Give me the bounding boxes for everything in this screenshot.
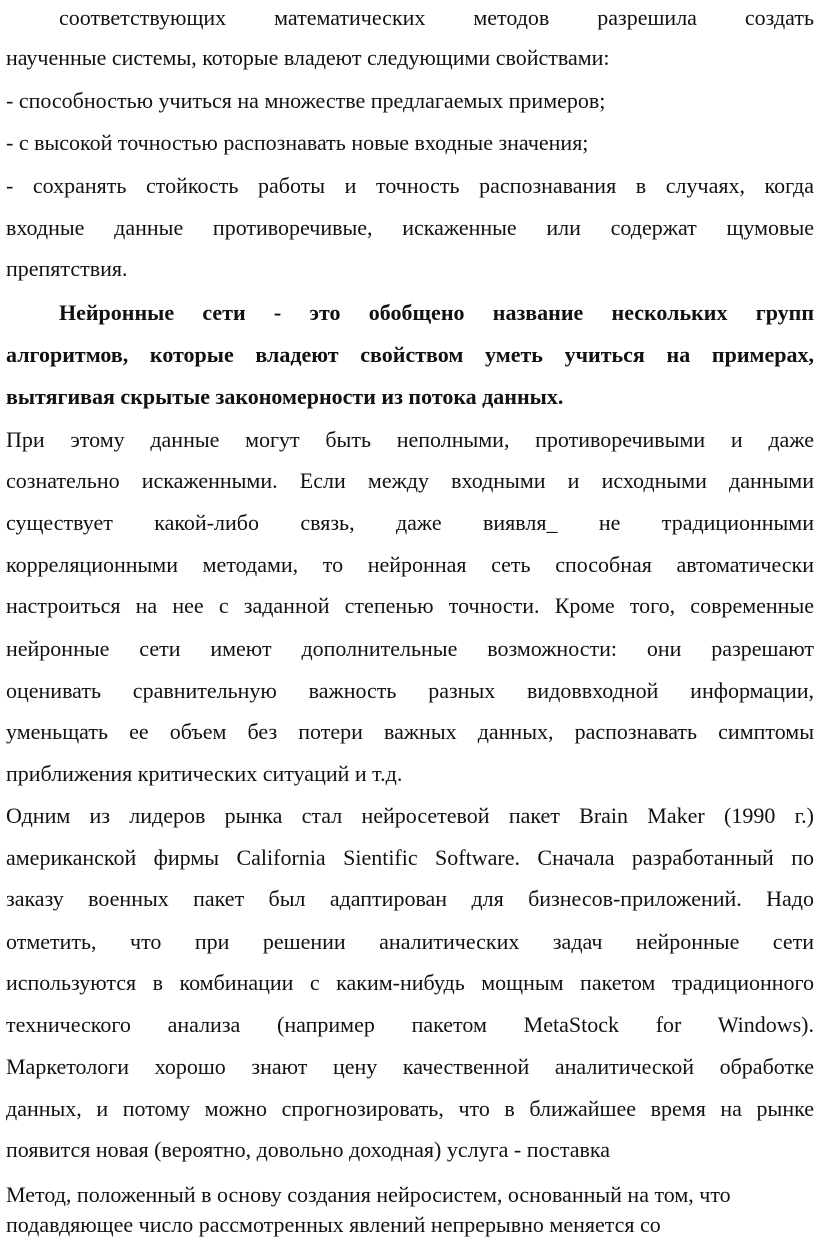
text-line: Маркетологи хорошо знают цену качественной аналитической обработке: [6, 1054, 814, 1079]
list-item-continuation: препятствия.: [6, 256, 128, 281]
list-item-continuation: входные данные противоречивые, искаженные или содержат щумовые: [6, 215, 814, 240]
text-line: данных, и потому можно спрогнозировать, что в ближайшее время на рынке: [6, 1096, 814, 1121]
text-line: отметить, что при решении аналитических задач нейронные сети: [6, 929, 814, 954]
definition-line: алгоритмов, которые владеют свойством уметь учиться на примерах,: [6, 342, 814, 367]
text-line: Одним из лидеров рынка стал нейросетевой пакет Brain Maker (1990 г.): [6, 803, 814, 828]
text-line: существует какой-либо связь, даже виявля_ не традиционными: [6, 510, 814, 535]
definition-line: Нейронные сети - это обобщено название нескольких групп: [59, 300, 814, 325]
text-line: сознательно искаженными. Если между входными и исходными данными: [6, 468, 814, 493]
text-line: используются в комбинации с каким-нибудь мощным пакетом традиционного: [6, 970, 814, 995]
text-line: появится новая (вероятно, довольно доходная) услуга - поставка: [6, 1137, 610, 1162]
text-line: заказу военных пакет был адаптирован для бизнесов-приложений. Надо: [6, 886, 814, 911]
text-line: Метод, положенный в основу создания нейросистем, основанный на том, что: [6, 1182, 731, 1207]
text-line: соответствующих математических методов разрешила создать: [59, 5, 814, 30]
definition-line: вытягивая скрытые закономерности из потока данных.: [6, 384, 564, 409]
text-line: американской фирмы California Sientific Software. Сначала разработанный по: [6, 845, 814, 870]
list-item: - сохранять стойкость работы и точность распознавания в случаях, когда: [6, 173, 814, 198]
text-line: приближения критических ситуаций и т.д.: [6, 761, 403, 786]
text-line: подавдяющее число рассмотренных явлений непрерывно меняется со: [6, 1212, 661, 1237]
text-line: наученные системы, которые владеют следующими свойствами:: [6, 45, 610, 70]
text-line: настроиться на нее с заданной степенью точности. Кроме того, современные: [6, 593, 814, 618]
list-item: - способностью учиться на множестве предлагаемых примеров;: [6, 88, 606, 113]
text-line: технического анализа (например пакетом MetaStock for Windows).: [6, 1012, 814, 1037]
text-line: нейронные сети имеют дополнительные возможности: они разрешают: [6, 636, 814, 661]
text-line: корреляционными методами, то нейронная сеть способная автоматически: [6, 552, 814, 577]
list-item: - с высокой точностью распознавать новые входные значения;: [6, 130, 589, 155]
text-line: оценивать сравнительную важность разных видоввходной информации,: [6, 678, 814, 703]
text-line: При этому данные могут быть неполными, противоречивыми и даже: [6, 427, 814, 452]
text-line: уменьщать ее объем без потери важных данных, распознавать симптомы: [6, 719, 814, 744]
